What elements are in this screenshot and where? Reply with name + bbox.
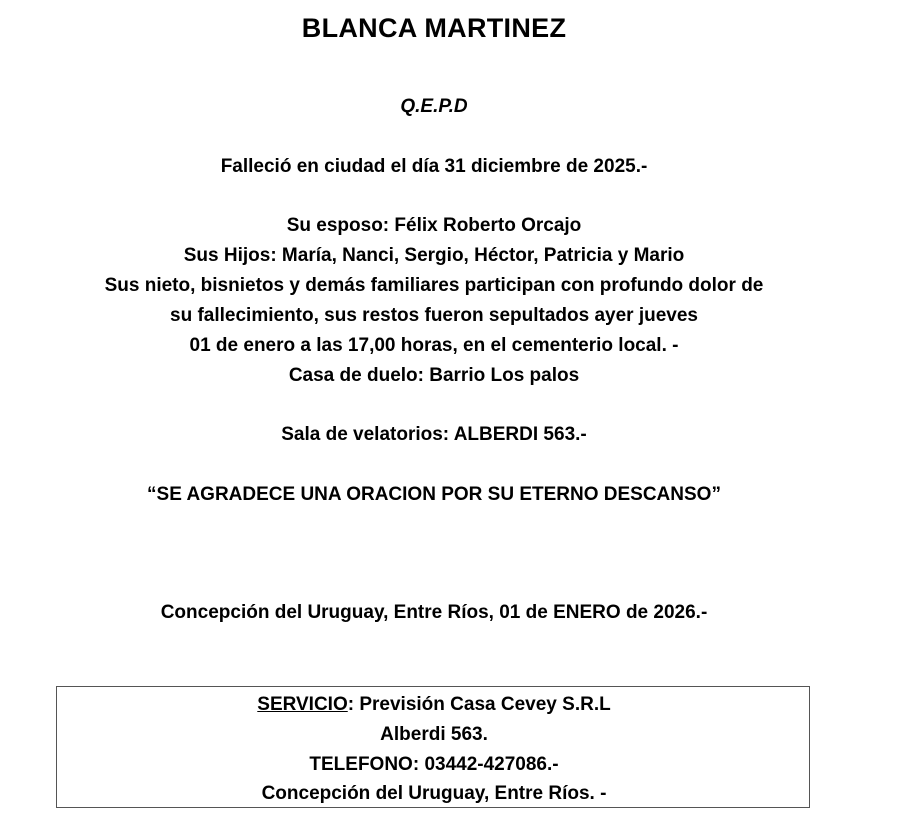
- place-date-line: Concepción del Uruguay, Entre Ríos, 01 de ENERO de 2026.-: [160, 602, 708, 623]
- wake-room-line: Sala de velatorios: ALBERDI 563.-: [281, 424, 587, 445]
- qepd-line: Q.E.P.D: [400, 96, 468, 117]
- children-line: Sus Hijos: María, Nanci, Sergio, Héctor, Patricia y Mario: [183, 245, 685, 266]
- service-address: Alberdi 563.: [380, 724, 488, 745]
- service-label: SERVICIO: [257, 694, 348, 715]
- burial-time-line: 01 de enero a las 17,00 horas, en el cementerio local. -: [189, 335, 679, 356]
- relatives-line: Sus nieto, bisnietos y demás familiares participan con profundo dolor de: [104, 275, 764, 296]
- deceased-name: BLANCA MARTINEZ: [301, 13, 567, 43]
- service-city: Concepción del Uruguay, Entre Ríos. -: [261, 783, 607, 804]
- service-box: [56, 686, 810, 808]
- service-phone: TELEFONO: 03442-427086.-: [309, 754, 559, 775]
- burial-line: su fallecimiento, sus restos fueron sepultados ayer jueves: [170, 305, 698, 326]
- mourning-house-line: Casa de duelo: Barrio Los palos: [288, 365, 580, 386]
- spouse-line: Su esposo: Félix Roberto Orcajo: [286, 215, 582, 236]
- service-provider: : Previsión Casa Cevey S.R.L: [347, 694, 611, 715]
- prayer-line: “SE AGRADECE UNA ORACION POR SU ETERNO DESCANSO”: [147, 484, 721, 505]
- death-date-line: Falleció en ciudad el día 31 diciembre de 2025.-: [220, 156, 648, 177]
- service-provider-line: [57, 690, 811, 720]
